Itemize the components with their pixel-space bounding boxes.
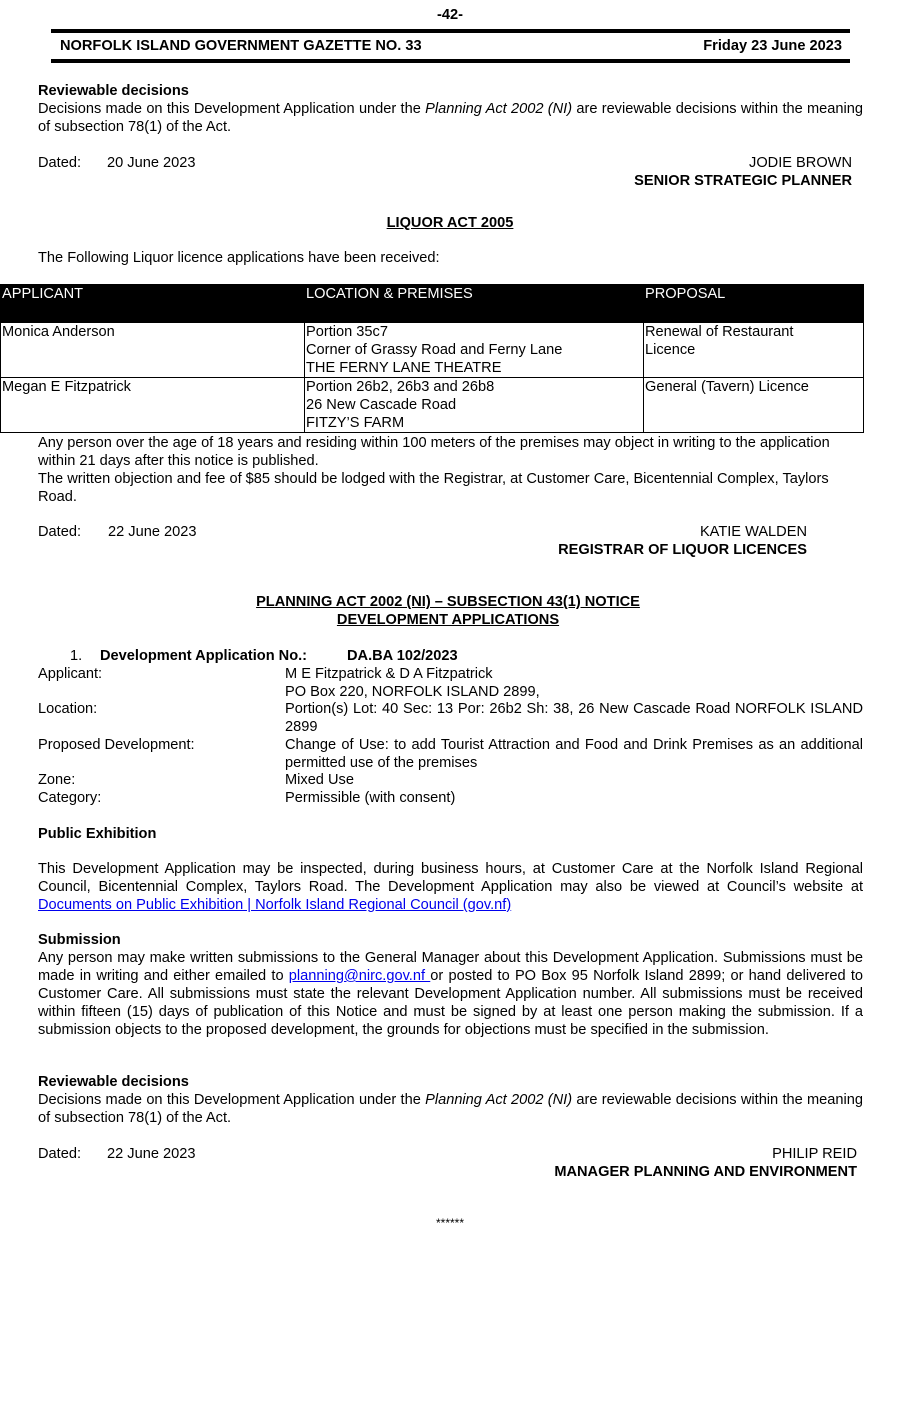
applicant-cell: Megan E Fitzpatrick: [1, 378, 305, 433]
reviewable-text: Decisions made on this Development Application under the Planning Act 2002 (NI) are reviewable decisions within the meaning of subsection 78(1) of the Act.: [38, 1092, 863, 1126]
signatory-title: SENIOR STRATEGIC PLANNER: [634, 173, 852, 189]
liquor-table: [0, 284, 864, 433]
proposed-value: Change of Use: to add Tourist Attraction and Food and Drink Premises as an additional permitted use of the premises: [285, 737, 863, 771]
dated-value: 20 June 2023: [107, 155, 196, 171]
gazette-title: NORFOLK ISLAND GOVERNMENT GAZETTE NO. 33: [60, 38, 422, 54]
location-value: Portion(s) Lot: 40 Sec: 13 Por: 26b2 Sh: 38, 26 New Cascade Road NORFOLK ISLAND 2899: [285, 701, 863, 735]
liquor-intro: The Following Liquor licence applications have been received:: [38, 250, 440, 266]
proposal-cell: Renewal of Restaurant Licence: [644, 323, 864, 378]
end-marker: ******: [435, 1216, 465, 1230]
liquor-heading: LIQUOR ACT 2005: [386, 215, 514, 231]
dated-label: Dated:: [38, 155, 81, 171]
submission-text: Any person may make written submissions to the General Manager about this Development Application. Submissions must be made in writing and either emailed to planning@nirc.gov.nf or posted to PO Box 95 Norfolk Island 2899; or hand delivered to Customer Care. All submissions must state the relevant Development Application number. All submissions must be received within fifteen (15) days of publication of this Notice and must be signed by at least one person making the submission. If a submission objects to the proposed development, the grounds for objections must be specified in the submission.: [38, 950, 864, 1038]
exhibition-link[interactable]: Documents on Public Exhibition | Norfolk Island Regional Council (gov.nf): [38, 897, 512, 913]
item-number: 1.: [70, 648, 83, 664]
dated-value: 22 June 2023: [108, 524, 197, 540]
location-cell: Portion 26b2, 26b3 and 26b8 26 New Cascade Road FITZY’S FARM: [305, 378, 644, 433]
objection-text: Any person over the age of 18 years and residing within 100 meters of the premises may object in writing to the application within 21 days after this notice is published.: [38, 435, 830, 469]
dated-value: 22 June 2023: [107, 1146, 196, 1162]
submission-email-link[interactable]: planning@nirc.gov.nf: [288, 968, 431, 984]
exhibition-heading: Public Exhibition: [38, 826, 157, 842]
reviewable-heading: Reviewable decisions: [38, 1074, 189, 1090]
col-header-applicant: APPLICANT: [1, 285, 305, 323]
applicant-line1: M E Fitzpatrick & D A Fitzpatrick: [285, 666, 493, 682]
signatory-name: JODIE BROWN: [749, 155, 852, 171]
category-value: Permissible (with consent): [285, 790, 456, 806]
col-header-proposal: PROPOSAL: [644, 285, 864, 323]
signatory-title: MANAGER PLANNING AND ENVIRONMENT: [554, 1164, 857, 1180]
dated-label: Dated:: [38, 1146, 81, 1162]
gazette-date: Friday 23 June 2023: [703, 38, 842, 54]
zone-value: Mixed Use: [285, 772, 354, 788]
applicant-line2: PO Box 220, NORFOLK ISLAND 2899,: [285, 684, 540, 700]
signatory-title: REGISTRAR OF LIQUOR LICENCES: [558, 542, 807, 558]
dated-label: Dated:: [38, 524, 81, 540]
table-row: [1, 378, 864, 433]
applicant-cell: Monica Anderson: [1, 323, 305, 378]
header-rule-top: [51, 29, 850, 33]
reviewable-text: Decisions made on this Development Application under the Planning Act 2002 (NI) are reviewable decisions within the meaning of subsection 78(1) of the Act.: [38, 101, 863, 135]
location-label: Location:: [38, 701, 98, 717]
zone-label: Zone:: [38, 772, 76, 788]
liquor-table-header: [1, 285, 864, 323]
proposed-label: Proposed Development:: [38, 737, 195, 753]
da-label: Development Application No.:: [100, 648, 308, 664]
signatory-name: KATIE WALDEN: [699, 524, 807, 540]
lodge-text: The written objection and fee of $85 should be lodged with the Registrar, at Customer Care, Bicentennial Complex, Taylors Road.: [38, 471, 829, 505]
header-rule-bottom: [51, 59, 850, 63]
submission-heading: Submission: [38, 932, 121, 948]
category-label: Category:: [38, 790, 102, 806]
exhibition-text: This Development Application may be inspected, during business hours, at Customer Care at the Norfolk Island Regional Council, Bicentennial Complex, Taylors Road. The Development Application may also be viewed at Council’s website at Documents on Public Exhibition | Norfolk Island Regional Council (gov.nf): [38, 861, 863, 913]
da-value: DA.BA 102/2023: [347, 648, 458, 664]
applicant-label: Applicant:: [38, 666, 103, 682]
col-header-location: LOCATION & PREMISES: [305, 285, 644, 323]
signatory-name: PHILIP REID: [772, 1146, 857, 1162]
planning-heading-line2: DEVELOPMENT APPLICATIONS: [336, 612, 560, 628]
reviewable-heading: Reviewable decisions: [38, 83, 189, 99]
location-cell: Portion 35c7 Corner of Grassy Road and Ferny Lane THE FERNY LANE THEATRE: [305, 323, 644, 378]
page-number: -42-: [437, 7, 463, 23]
planning-heading-line1: PLANNING ACT 2002 (NI) – SUBSECTION 43(1) NOTICE: [256, 594, 640, 610]
table-row: [1, 323, 864, 378]
proposal-cell: General (Tavern) Licence: [644, 378, 864, 433]
